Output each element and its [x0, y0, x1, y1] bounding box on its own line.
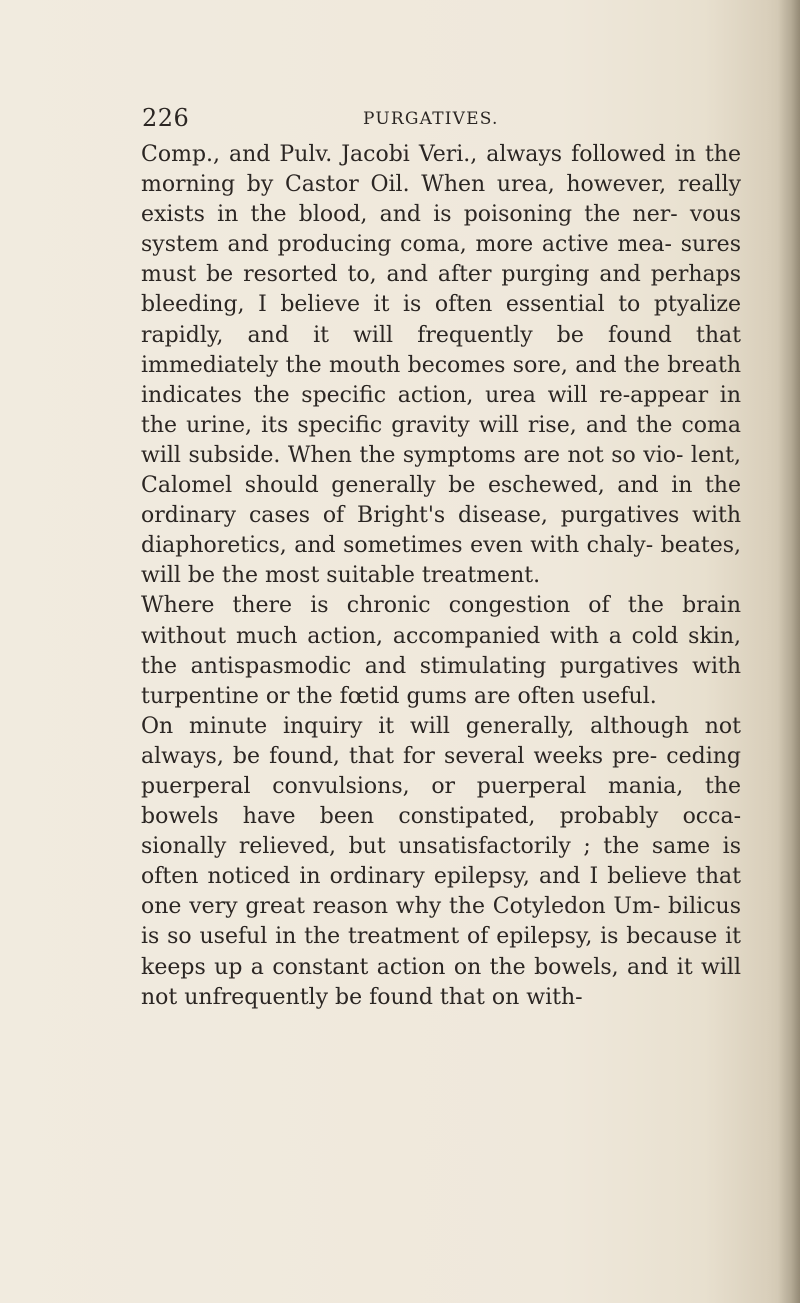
running-title: PURGATIVES. — [363, 109, 499, 129]
page-number: 226 — [142, 104, 190, 132]
paragraph-1: Comp., and Pulv. Jacobi Veri., always followed in the morning by Castor Oil. When urea, however, really exists in the blood, and is poisoning the ner- vous system and producing coma, more active mea- sures must be resorted to, and after purging and perhaps bleeding, I believe it is often essential to ptyalize rapidly, and it will frequently be found that immediately the mouth becomes sore, and the breath indicates the specific action, urea will re-appear in the urine, its specific gravity will rise, and the coma will subside. When the symptoms are not so vio- lent, Calomel should generally be eschewed, and in the ordinary cases of Bright's disease, purgatives with diaphoretics, and sometimes even with chaly- beates, will be the most suitable treatment. — [141, 142, 741, 589]
running-head — [140, 104, 740, 132]
paragraph-3: On minute inquiry it will generally, although not always, be found, that for several weeks pre- ceding puerperal convulsions, or puerperal mania, the bowels have been constipated, probably occa- sionally relieved, but unsatisfactorily ; the same is often noticed in ordinary epilepsy, and I believe that one very great reason why the Cotyledon Um- bilicus is so useful in the treatment of epilepsy, is because it keeps up a constant action on the bowels, and it will not unfrequently be found that on with- — [141, 713, 741, 1010]
page-edge-shadow — [778, 0, 800, 1303]
body-text — [141, 140, 741, 1013]
paragraph-2: Where there is chronic congestion of the brain without much action, accompanied with a cold skin, the antispasmodic and stimulating purgatives with turpentine or the fœtid gums are often useful. — [141, 593, 741, 709]
